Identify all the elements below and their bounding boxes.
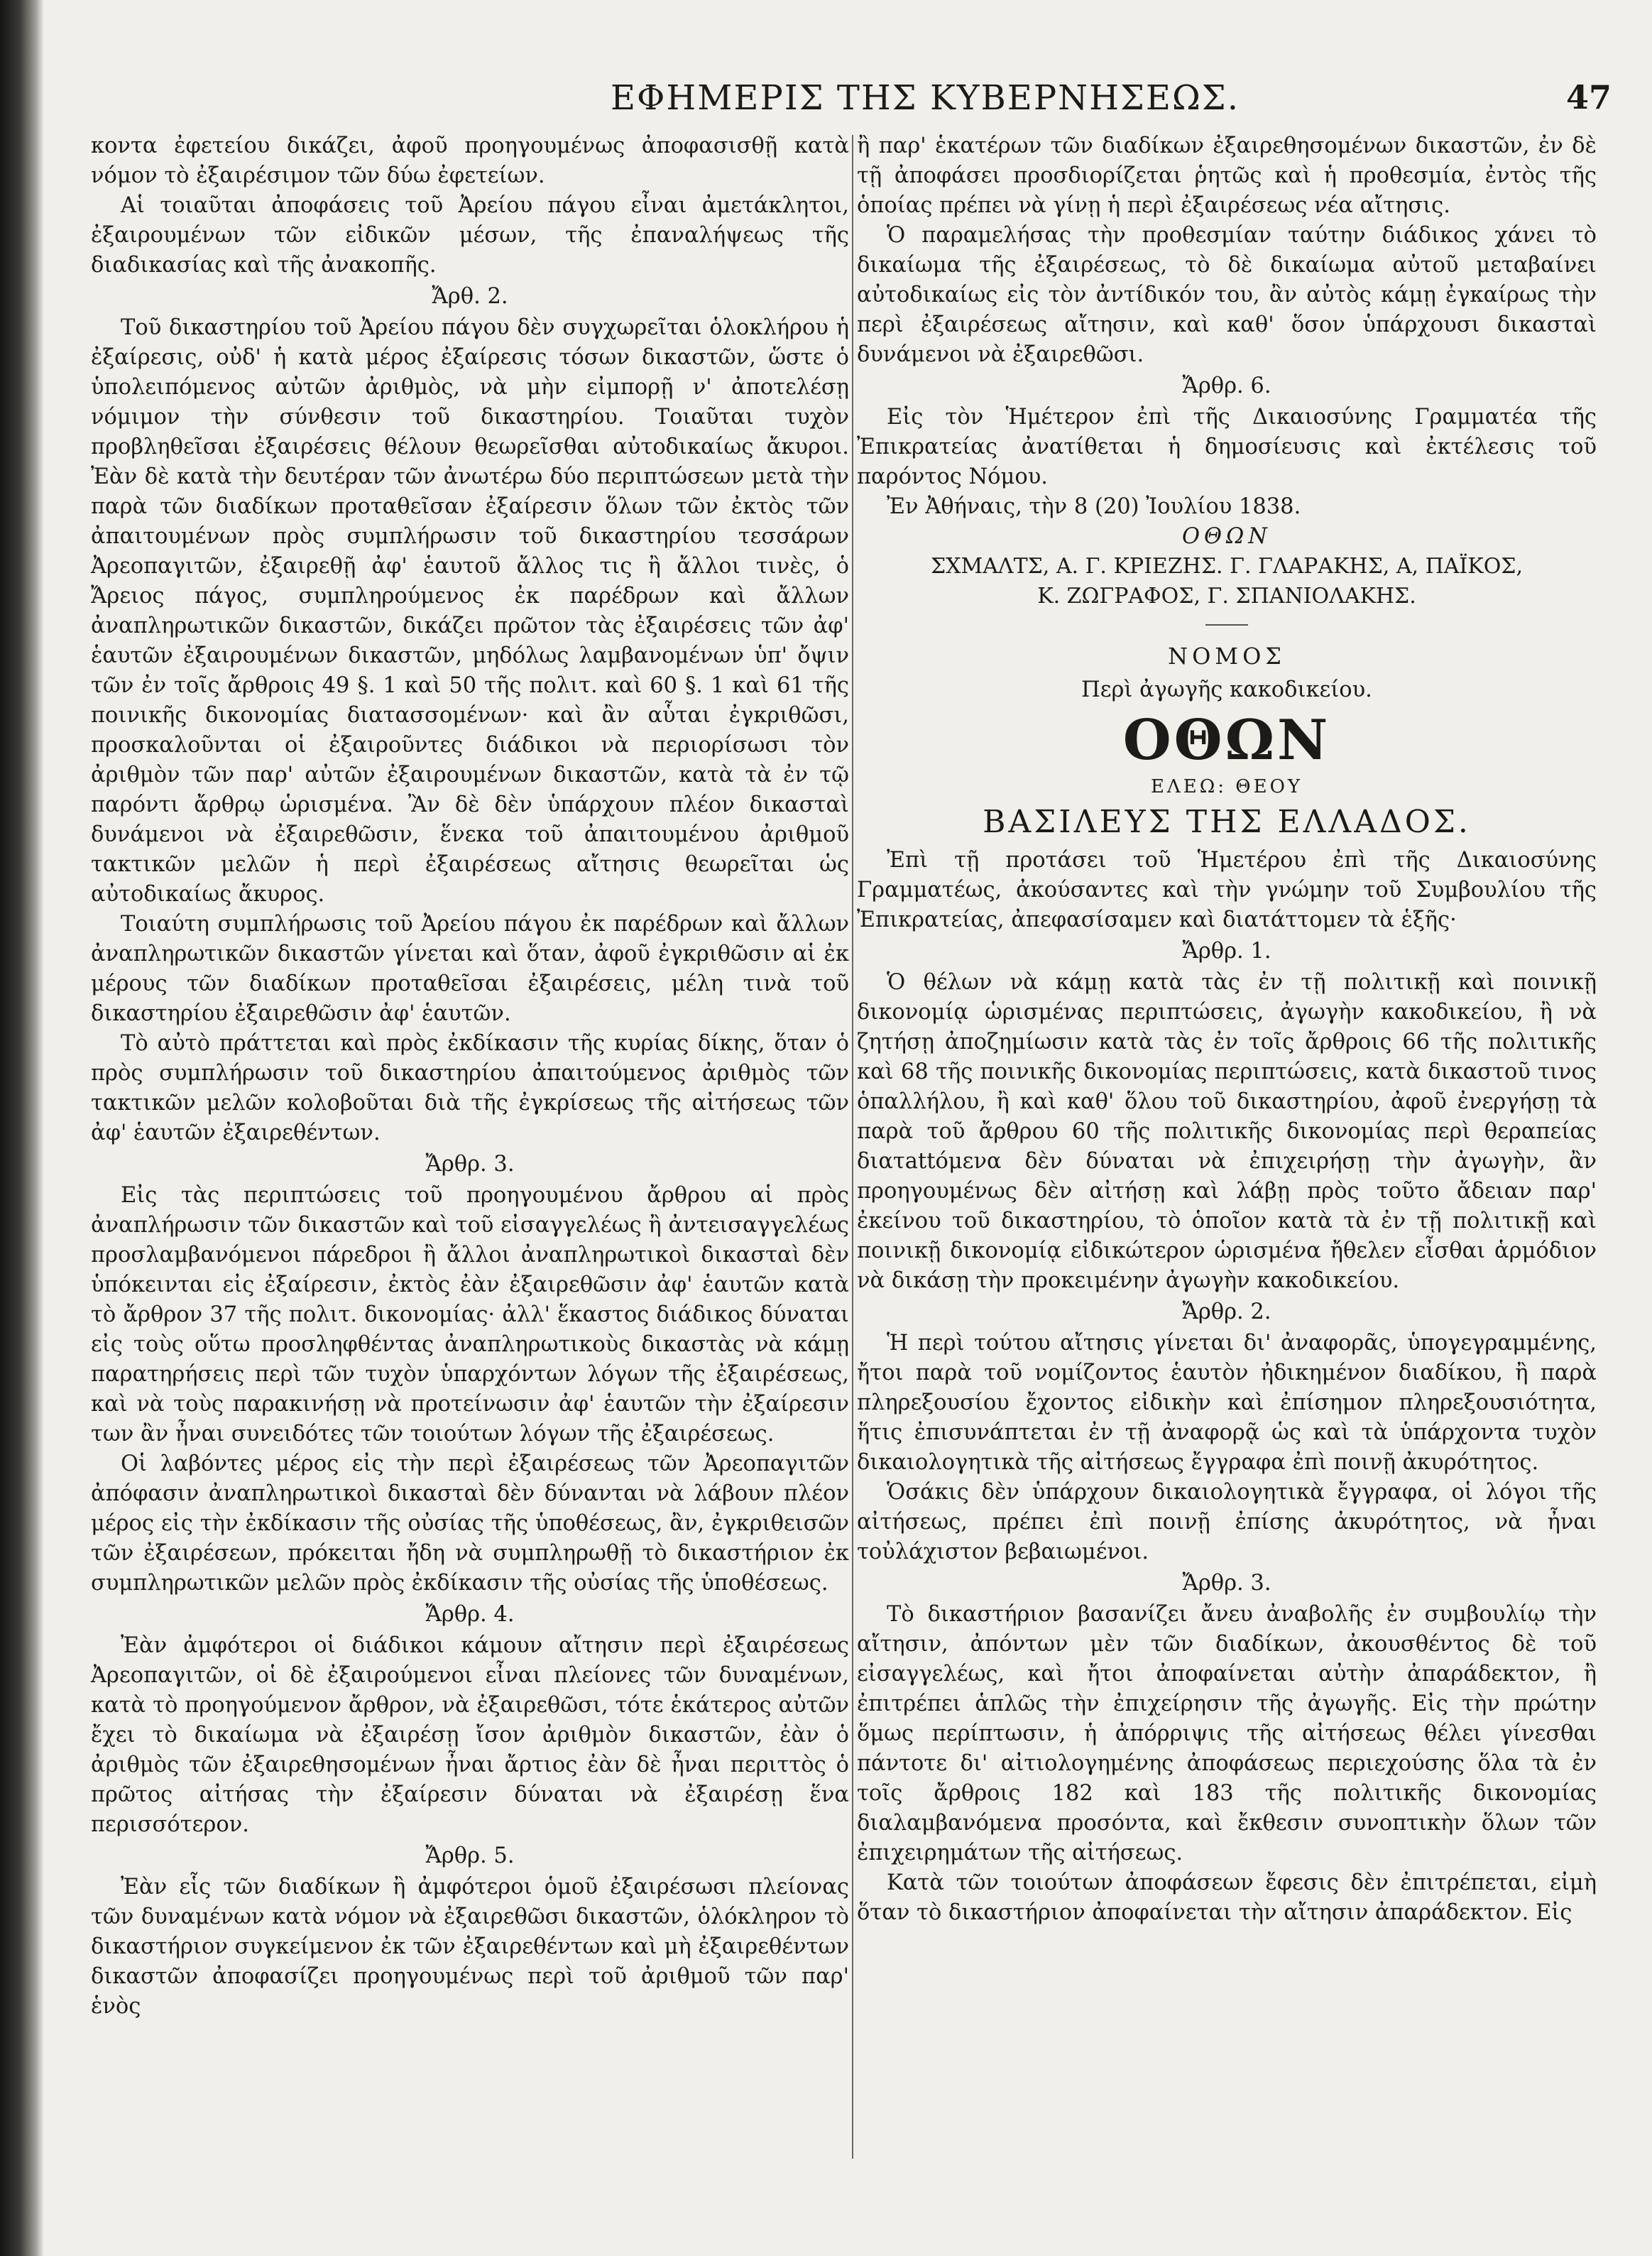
date-line: Ἐν Ἀθήναις, τὴν 8 (20) Ἰουλίου 1838.: [887, 494, 1301, 519]
king-name: ΟΘΩΝ: [1122, 708, 1331, 773]
ministers-signatures-cont: Κ. ΖΩΓΡΑΦΟΣ, Γ. ΣΠΑΝΙΟΛΑΚΗΣ.: [1037, 584, 1416, 609]
paragraph: κοντα ἐφετείου δικάζει, ἀφοῦ προηγουμένως ἀποφασισθῇ κατὰ νόμον τὸ ἐξαιρέσιμον τῶν δύω ἐφετείων.: [91, 133, 849, 188]
article-heading: Ἄρθρ. 4.: [425, 1602, 515, 1627]
paragraph: Ἐὰν ἀμφότεροι οἱ διάδικοι κάμουν αἴτησιν περὶ ἐξαιρέσεως Ἀρεοπαγιτῶν, οἱ δὲ ἐξαιρούμενοι εἶναι πλείονες τῶν δυναμένων, κατὰ τὸ προηγούμενον ἄρθρον, νὰ ἐξαιρεθῶσι, τότε ἑκάτερος αὐτῶν ἔχει τὸ δικαίωμα νὰ ἐξαιρέσῃ ἴσον ἀριθμὸν δικαστῶν, ἐὰν ὁ ἀριθμὸς τῶν ἐξαιρεθησομένων ἦναι ἄρτιος ἐὰν δὲ ἦναι περιττὸς ὁ πρῶτος αἰτήσας τὴν ἐξαίρεσιν δύναται νὰ ἐξαιρέσῃ ἕνα περισσότερον.: [91, 1633, 849, 1837]
paragraph: Ἐὰν εἷς τῶν διαδίκων ἢ ἀμφότεροι ὁμοῦ ἐξαιρέσωσι πλείονας τῶν δυναμένων κατὰ νόμον νὰ ἐξαιρεθῶσι δικαστῶν, ὁλόκληρον τὸ δικαστήριον συγκείμενον ἐκ τῶν ἐξαιρεθέντων καὶ μὴ ἐξαιρεθέντων δικαστῶν ἀποφασίζει προηγουμένως περὶ τοῦ ἀριθμοῦ τῶν παρ' ἑνὸς: [91, 1875, 849, 2019]
page-header: [99, 78, 1612, 128]
paragraph: Ὁσάκις δὲν ὑπάρχουν δικαιολογητικὰ ἔγγραφα, οἱ λόγοι τῆς αἰτήσεως, πρέπει ἐπὶ ποινῇ ἐπίσης ἀκυρότητος, νὰ ἦναι τοὐλάχιστον βεβαιωμένοι.: [857, 1480, 1597, 1564]
paragraph: Τοῦ δικαστηρίου τοῦ Ἀρείου πάγου δὲν συγχωρεῖται ὁλοκλήρου ἡ ἐξαίρεσις, οὐδ' ἡ κατὰ μέρος ἐξαίρεσις τόσων δικαστῶν, ὥστε ὁ ὑπολειπόμενος αὐτῶν ἀριθμὸς, νὰ μὴν εἰμπορῇ ν' ἀποτελέσῃ νόμιμον τὴν σύνθεσιν τοῦ δικαστηρίου. Τοιαῦται τυχὸν προβληθεῖσαι ἐξαιρέσεις θέλουν θεωρεῖσθαι αὐτοδικαίως ἄκυροι. Ἐὰν δὲ κατὰ τὴν δευτέραν τῶν ἀνωτέρω δύο περιπτώσεων μετὰ τὴν παρὰ τῶν διαδίκων προταθεῖσαν ἐξαίρεσιν ὅλων τῶν ἐκτὸς τῶν ἀπαιτουμένων πρὸς συμπλήρωσιν τοῦ δικαστηρίου τεσσάρων Ἀρεοπαγιτῶν, ἐξαιρεθῇ ἀφ' ἑαυτοῦ ἄλλος τις ἢ ἄλλοι τινὲς, ὁ Ἄρειος πάγος, συμπληρούμενος ἐκ παρέδρων καὶ ἄλλων ἀναπληρωτικῶν δικαστῶν, δικάζει πρῶτον τὰς ἐξαιρέσεις τῶν ἀφ' ἑαυτῶν ἐξαιρουμένων δικαστῶν, μηδόλως λαμβανομένων ὑπ' ὄψιν τῶν ἐν τοῖς ἄρθροις 49 §. 1 καὶ 50 τῆς πολιτ. καὶ 60 §. 1 καὶ 61 τῆς ποινικῆς δικονομίας διατασσομένων· καὶ ἂν αὗται ἐγκριθῶσι, προσκαλοῦνται οἱ ἐξαιροῦντες διάδικοι νὰ περιορίσωσι τὸν ἀριθμὸν τῶν παρ' αὐτῶν ἐξαιρουμένων δικαστῶν, κατὰ τὰ ἐν τῷ παρόντι ἄρθρῳ ὡρισμένα. Ἂν δὲ δὲν ὑπάρχουν πλέον δικασταὶ δυνάμενοι νὰ ἐξαιρεθῶσιν, ἕνεκα τοῦ ἀπαιτουμένου ἀριθμοῦ τακτικῶν μελῶν ἡ περὶ ἐξαιρέσεως αἴτησις θεωρεῖται ὡς αὐτοδικαίως ἄκυρος.: [91, 315, 849, 907]
page-number: 47: [1565, 78, 1612, 116]
article-heading: Ἄρθ. 2.: [432, 284, 508, 309]
article-heading: Ἄρθρ. 6.: [1182, 374, 1271, 398]
paragraph: Ἐπὶ τῇ προτάσει τοῦ Ἡμετέρου ἐπὶ τῆς Δικαιοσύνης Γραμματέως, ἀκούσαντες καὶ τὴν γνώμην τοῦ Συμβουλίου τῆς Ἐπικρατείας, ἀπεφασίσαμεν καὶ διατάττομεν τὰ ἑξῆς·: [857, 848, 1597, 932]
right-column: [857, 131, 1597, 1928]
article-heading: Ἄρθρ. 3.: [425, 1152, 515, 1177]
paragraph: Κατὰ τῶν τοιούτων ἀποφάσεων ἔφεσις δὲν ἐπιτρέπεται, εἰμὴ ὅταν τὸ δικαστήριον ἀποφαίνεται τὴν αἴτησιν ἀπαράδεκτον. Εἰς: [857, 1870, 1597, 1925]
paragraph: Εἰς τὰς περιπτώσεις τοῦ προηγουμένου ἄρθρου αἱ πρὸς ἀναπλήρωσιν τῶν δικαστῶν καὶ τοῦ εἰσαγγελέως ἢ ἀντεισαγγελέως προσλαμβανόμενοι πάρεδροι ἢ ἄλλοι ἀναπληρωτικοὶ δικασταὶ δὲν ὑπόκεινται εἰς ἐξαίρεσιν, ἐκτὸς ἐὰν ἐξαιρεθῶσιν ἀφ' ἑαυτῶν κατὰ τὸ ἄρθρον 37 τῆς πολιτ. δικονομίας· ἀλλ' ἕκαστος διάδικος δύναται εἰς τοὺς οὕτω προσληφθέντας ἀναπληρωτικοὺς δικαστὰς νὰ κάμῃ παρατηρήσεις περὶ τῶν τυχὸν ὑπαρχόντων λόγων τῆς ἐξαιρέσεως, καὶ νὰ τοὺς παρακινήσῃ νὰ προτείνωσιν ἀφ' ἑαυτῶν τὴν ἐξαίρεσιν των ἂν ἦναι συνειδότες τῶν τοιούτων λόγων τῆς ἐξαιρέσεως.: [91, 1183, 849, 1446]
ministers-signatures: ΣΧΜΑΛΤΣ, Α. Γ. ΚΡΙΕΖΗΣ. Γ. ΓΛΑΡΑΚΗΣ, Α, ΠΑΪΚΟΣ,: [930, 554, 1524, 579]
paragraph: Αἱ τοιαῦται ἀποφάσεις τοῦ Ἀρείου πάγου εἶναι ἀμετάκλητοι, ἐξαιρουμένων τῶν εἰδικῶν μέσων, τῆς ἐπαναλήψεως τῆς διαδικασίας καὶ τῆς ἀνακοπῆς.: [91, 193, 849, 278]
paragraph: Ἡ περὶ τούτου αἴτησις γίνεται δι' ἀναφορᾶς, ὑπογεγραμμένης, ἤτοι παρὰ τοῦ νομίζοντος ἑαυτὸν ἠδικημένον διαδίκου, ἢ παρὰ πληρεξουσίου ἔχοντος εἰδικὴν καὶ ἐπίσημον πληρεξουσιότητα, ἥτις ἐπισυνάπτεται ἐν τῇ ἀναφορᾷ ὡς καὶ τὰ ὑπάρχοντα τυχὸν δικαιολογητικὰ τῆς αἰτήσεως ἔγγραφα ἐπὶ ποινῇ ἀκυρότητος.: [857, 1331, 1597, 1475]
paragraph: Τὸ δικαστήριον βασανίζει ἄνευ ἀναβολῆς ἐν συμβουλίῳ τὴν αἴτησιν, ἀπόντων μὲν τῶν διαδίκων, ἀκουσθέντος δὲ τοῦ εἰσαγγελέως, καὶ ἤτοι ἀποφαίνεται αὐτὴν ἀπαράδεκτον, ἢ ἐπιτρέπει ἁπλῶς τὴν ἐπιχείρησιν τῆς ἀγωγῆς. Εἰς τὴν πρώτην ὅμως περίπτωσιν, ἡ ἀπόρριψις τῆς αἰτήσεως θέλει γίνεσθαι πάντοτε δι' αἰτιολογημένης ἀποφάσεως περιεχούσης ὅλα τὰ ἐν τοῖς ἄρθροις 182 καὶ 183 τῆς πολιτικῆς δικονομίας διαλαμβανόμενα προσόντα, καὶ ἔκθεσιν συνοπτικὴν ὅλων τῶν ἐπιχειρημάτων τῆς αἰτήσεως.: [857, 1602, 1597, 1865]
article-heading: Ἄρθρ. 2.: [1182, 1299, 1271, 1324]
law-title: ΝΟΜΟΣ: [1168, 643, 1286, 670]
law-subtitle: Περὶ ἀγωγῆς κακοδικείου.: [1081, 677, 1372, 702]
section-rule: [1205, 624, 1248, 626]
paragraph: Ὁ θέλων νὰ κάμῃ κατὰ τὰς ἐν τῇ πολιτικῇ καὶ ποινικῇ δικονομίᾳ ὡρισμένας περιπτώσεις, ἀγωγὴν κακοδικείου, ἢ νὰ ζητήσῃ ἀποζημίωσιν κατὰ τὰς ἐν τοῖς ἄρθροις 66 τῆς πολιτικῆς καὶ 68 τῆς ποινικῆς δικονομίας περιπτώσεις, κατὰ δικαστοῦ τινος ὁπαλλήλου, ἢ καὶ καθ' ὅλου τοῦ δικαστηρίου, ἀφοῦ ἐνεργήσῃ τὰ παρὰ τοῦ ἄρθρου 60 τῆς πολιτικῆς δικονομίας περὶ θεραπείας διατattόμενα δὲν δύναται νὰ ἐπιχειρήσῃ τὴν ἀγωγὴν, ἂν προηγουμένως δὲν αἰτήσῃ καὶ λάβῃ πρὸς τοῦτο ἄδειαν παρ' ἐκείνου τοῦ δικαστηρίου, τὸ ὁποῖον κατὰ τὰ ἐν τῇ πολιτικῇ καὶ ποινικῇ δικονομίᾳ εἰδικώτερον ὡρισμένα ἤθελεν εἶσθαι ἁρμόδιον νὰ δικάσῃ τὴν προκειμένην ἀγωγὴν κακοδικείου.: [857, 970, 1597, 1293]
column-divider: [852, 135, 853, 2159]
article-heading: Ἄρθρ. 5.: [425, 1843, 515, 1868]
binding-spine-shadow: [0, 0, 44, 2256]
paragraph: Ὁ παραμελήσας τὴν προθεσμίαν ταύτην διάδικος χάνει τὸ δικαίωμα τῆς ἐξαιρέσεως, τὸ δὲ δικαίωμα αὐτοῦ μεταβαίνει αὐτοδικαίως εἰς τὸν ἀντίδικόν του, ἂν αὐτὸς κάμῃ ἐγκαίρως τὴν περὶ ἐξαιρέσεως αἴτησιν, καὶ καθ' ὅσον ὑπάρχουσι δικασταὶ δυνάμενοι νὰ ἐξαιρεθῶσι.: [857, 223, 1597, 367]
article-heading: Ἄρθρ. 3.: [1182, 1571, 1271, 1596]
paragraph: Τὸ αὐτὸ πράττεται καὶ πρὸς ἐκδίκασιν τῆς κυρίας δίκης, ὅταν ὁ πρὸς συμπλήρωσιν τοῦ δικαστηρίου ἀπαιτούμενος ἀριθμὸς τῶν τακτικῶν μελῶν κολοβοῦται διὰ τῆς ἐγκρίσεως τῆς αἰτήσεως τῶν ἀφ' ἑαυτῶν ἐξαιρεθέντων.: [91, 1031, 849, 1145]
king-signature: ΟΘΩΝ: [1182, 524, 1271, 549]
by-grace-of-god: ΕΛΕΩ: ΘΕΟΥ: [1150, 776, 1303, 797]
paragraph: Τοιαύτη συμπλήρωσις τοῦ Ἀρείου πάγου ἐκ παρέδρων καὶ ἄλλων ἀναπληρωτικῶν δικαστῶν γίνεται καὶ ὅταν, ἀφοῦ ἐγκριθῶσιν αἱ ἐκ μέρους τῶν διαδίκων προταθεῖσαι ἐξαιρέσεις, μέλη τινὰ τοῦ δικαστηρίου ἐξαιρεθῶσιν ἀφ' ἑαυτῶν.: [91, 912, 849, 1026]
paragraph: Οἱ λαβόντες μέρος εἰς τὴν περὶ ἐξαιρέσεως τῶν Ἀρεοπαγιτῶν ἀπόφασιν ἀναπληρωτικοὶ δικασταὶ δὲν δύνανται νὰ λάβουν πλέον μέρος εἰς τὴν ἐκδίκασιν τῆς οὐσίας τῆς ὑποθέσεως, ἂν, ἐγκριθεισῶν τῶν ἐξαιρέσεων, πρόκειται ἤδη νὰ συμπληρωθῇ τὸ δικαστήριον ἐκ συμπληρωτικῶν μελῶν πρὸς ἐκδίκασιν τῆς οὐσίας τῆς ὑποθέσεως.: [91, 1451, 849, 1596]
header-title: ΕΦΗΜΕΡΙΣ ΤΗΣ ΚΥΒΕΡΝΗΣΕΩΣ.: [611, 78, 1240, 118]
paragraph: ἢ παρ' ἑκατέρων τῶν διαδίκων ἐξαιρεθησομένων δικαστῶν, ἐν δὲ τῇ ἀποφάσει προσδιορίζεται ῥητῶς καὶ ἡ προθεσμία, ἐντὸς τῆς ὁποίας πρέπει νὰ γίνῃ ἡ περὶ ἐξαιρέσεως νέα αἴτησις.: [857, 133, 1597, 218]
king-title: ΒΑΣΙΛΕΥΣ ΤΗΣ ΕΛΛΑΔΟΣ.: [983, 804, 1471, 840]
paragraph: Εἰς τὸν Ἡμέτερον ἐπὶ τῆς Δικαιοσύνης Γραμματέα τῆς Ἐπικρατείας ἀνατίθεται ἡ δημοσίευσις καὶ ἐκτέλεσις τοῦ παρόντος Νόμου.: [857, 405, 1597, 489]
article-heading: Ἄρθρ. 1.: [1182, 939, 1271, 964]
left-column: [91, 131, 849, 2022]
